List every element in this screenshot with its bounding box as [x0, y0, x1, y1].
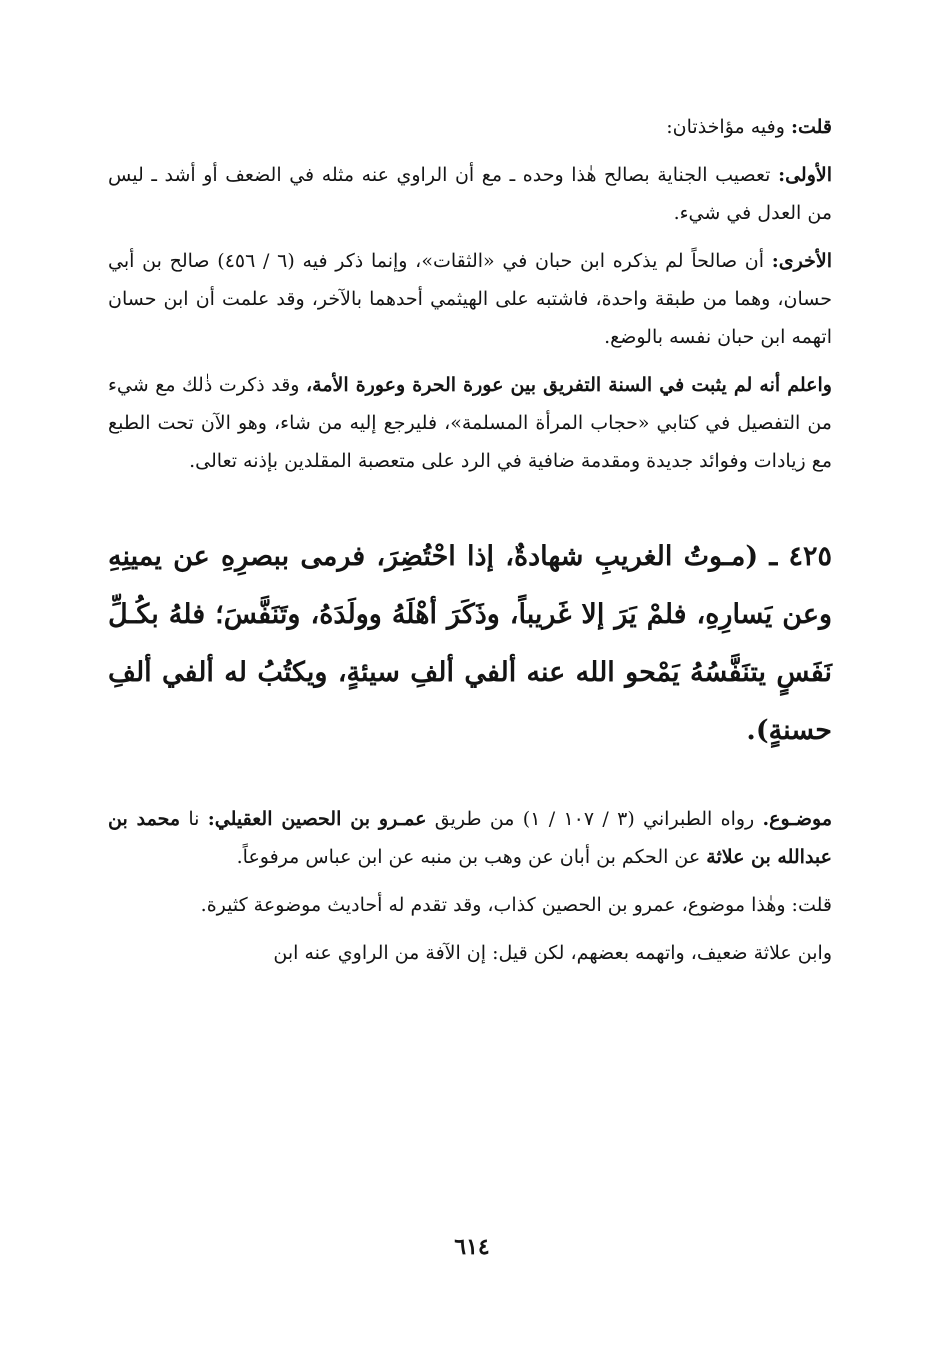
- paragraph-lead: قلت:: [790, 116, 832, 138]
- narrator-name: عمـرو بن الحصين العقيلي:: [207, 808, 427, 830]
- paragraph-text: نا: [180, 808, 208, 830]
- paragraph-lead: الأخرى:: [771, 250, 832, 272]
- paragraph-comment: قلت: وهٰذا موضوع، عمرو بن الحصين كذاب، وقد تقدم له أحاديث موضوعة كثيرة.: [200, 894, 832, 916]
- paragraph-first-remark: [108, 156, 832, 232]
- paragraph-lead: واعلم أنه لم يثبت في السنة التفريق بين عورة الحرة وعورة الأمة،: [306, 374, 832, 396]
- paragraph-grading: [108, 800, 832, 876]
- document-page: [108, 108, 832, 1308]
- paragraph-text: عن الحكم بن أبان عن وهب بن منبه عن ابن عباس مرفوعاً.: [236, 846, 707, 868]
- hadith-text: ٤٢٥ ـ (مـوتُ الغريبِ شهادةٌ، إذا احْتُضِرَ، فرمى ببصرِهِ عن يمينِهِ وعن يَسارِهِ، فلمْ يَرَ إلا غَريباً، وذَكَرَ أهْلَهُ وولَدَهُ، وتَنَفَّسَ؛ فلهُ بكُـلِّ نَفَسٍ يتنَفَّسُهُ يَمْحو الله عنه ألفي ألفِ سيئةٍ، ويكتُبُ له ألفي ألفِ حسنةٍ).: [108, 541, 832, 746]
- paragraph-text: وفيه مؤاخذتان:: [666, 116, 791, 138]
- paragraph-text: رواه الطبراني (٣ / ١٠٧ / ١) من طريق: [426, 808, 763, 830]
- paragraph-text: وقد ذكرت ذٰلك مع شيء من التفصيل في كتابي «حجاب المرأة المسلمة»، فليرجع إليه من شاء، وهو الآن تحت الطبع مع زيادات وفوائد جديدة ومقدمة ضافية في الرد على متعصبة المقلدين بإذنه تعالى.: [108, 374, 832, 472]
- paragraph-lead: موضـوع.: [762, 808, 833, 830]
- paragraph-second-remark: [108, 242, 832, 356]
- paragraph-text: تعصيب الجناية بصالح هٰذا وحده ـ مع أن الراوي عنه مثله في الضعف أو أشد ـ ليس من العدل في شيء.: [108, 164, 832, 224]
- paragraph-text: أن صالحاً لم يذكره ابن حبان في «الثقات»، وإنما ذكر فيه (٦ / ٤٥٦) صالح بن أبي حسان، وهما من طبقة واحدة، فاشتبه على الهيثمي أحدهما بالآخر، وقد علمت أن ابن حسان اتهمه ابن حبان نفسه بالوضع.: [108, 250, 832, 348]
- paragraph-awrah-note: [108, 366, 832, 480]
- paragraph-continuation: وابن علاثة ضعيف، واتهمه بعضهم، لكن قيل: إن الآفة من الراوي عنه ابن: [273, 942, 832, 964]
- narrator-name: محمد بن عبدالله بن علاثة: [108, 808, 832, 868]
- paragraph-remarks-intro: [108, 108, 832, 146]
- page-number: ٦١٤: [454, 1234, 490, 1260]
- paragraph-lead: الأولى:: [778, 164, 832, 186]
